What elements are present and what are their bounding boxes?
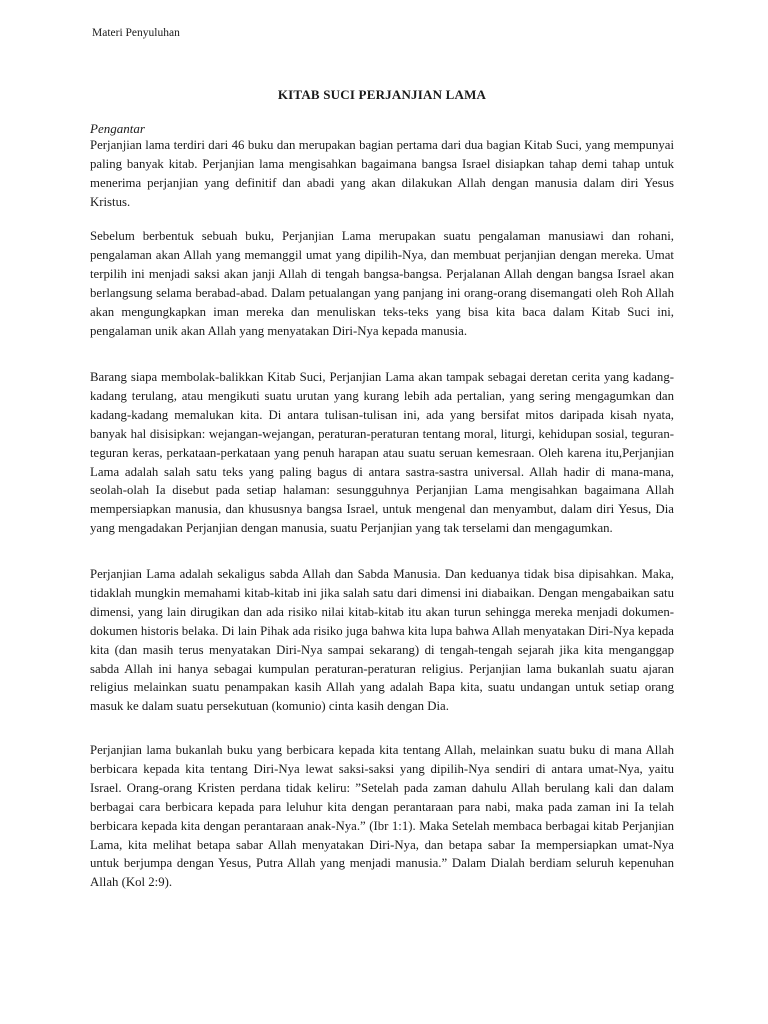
paragraph: Sebelum berbentuk sebuah buku, Perjanjian Lama merupakan suatu pengalaman manusiawi dan rohani, pengalaman akan Allah yang memanggil umat yang dipilih-Nya, dan membuat perjanjian dengan mereka. Umat terpilih ini menjadi saksi akan janji Allah di tengah bangsa-bangsa. Perjalanan Allah dengan bangsa Israel akan berlangsung selama berabad-abad. Dalam petualangan yang panjang ini orang-orang disemangati oleh Roh Allah akan mengungkapkan iman mereka dan menuliskan teks-teks yang bisa kita baca dalam Kitab Suci ini, pengalaman unik akan Allah yang menyatakan Diri-Nya kepada manusia. <box>90 229 674 338</box>
running-header: Materi Penyuluhan <box>92 27 180 39</box>
section-heading: Pengantar <box>90 121 145 136</box>
paragraph: Perjanjian Lama adalah sekaligus sabda Allah dan Sabda Manusia. Dan keduanya tidak bisa dipisahkan. Maka, tidaklah mungkin memahami kitab-kitab ini jika salah satu dari dimensi ini diabaikan. Dengan mengabaikan satu dimensi, yang lain dirugikan dan ada risiko nilai kitab-kitab itu akan turun sehingga mereka menjadi dokumen-dokumen historis belaka. Di lain Pihak ada risiko juga bahwa kita lupa bahwa Allah menyatakan Diri-Nya kepada kita (dan masih terus menyatakan Diri-Nya sampai sekarang) di tengah-tengah sejarah jika kita menganggap sabda Allah ini hanya sebagai kumpulan peraturan-peraturan religius. Perjanjian lama bukanlah suatu ajaran religius melainkan suatu penampakan kasih Allah yang adalah Bapa kita, suatu undangan untuk setiap orang masuk ke dalam suatu persekutuan (komunio) cinta kasih dengan Dia. <box>90 567 674 714</box>
paragraph: Barang siapa membolak-balikkan Kitab Suci, Perjanjian Lama akan tampak sebagai deretan cerita yang kadang-kadang terulang, atau mengikuti suatu urutan yang kurang lebih ada pertalian, yang sering mengagumkan dan kadang-kadang memalukan kita. Di antara tulisan-tulisan ini, ada yang bersifat mitos daripada kisah nyata, banyak hal disisipkan: wejangan-wejangan, peraturan-peraturan tentang moral, liturgi, kehidupan sosial, teguran-teguran keras, perkataan-perkataan yang penuh harapan atau suatu seruan kemesraan. Oleh karena itu,Perjanjian Lama adalah salah satu teks yang paling bagus di antara sastra-sastra universal. Allah hadir di mana-mana, seolah-olah Ia disebut pada setiap halaman: sesungguhnya Perjanjian Lama mengisahkan bagaimana Allah mempersiapkan manusia, dan khususnya bangsa Israel, untuk mengenal dan menyambut, dalam diri Yesus, Dia yang mengadakan Perjanjian dengan manusia, suatu Perjanjian yang tak terselami dan mengagumkan. <box>90 370 674 536</box>
paragraph: Perjanjian lama bukanlah buku yang berbicara kepada kita tentang Allah, melainkan suatu buku di mana Allah berbicara kepada kita tentang Diri-Nya lewat saksi-saksi yang dipilih-Nya sendiri di antara umat-Nya, yaitu Israel. Orang-orang Kristen perdana tidak keliru: ”Setelah pada zaman dahulu Allah berulang kali dan dalam berbagai cara berbicara kepada para leluhur kita dengan perantaraan para nabi, maka pada zaman ini Ia telah berbicara kepada kita dengan perantaraan anak-Nya.” (Ibr 1:1). Maka Setelah membaca berbagai kitab Perjanjian Lama, kita melihat betapa sabar Allah menyatakan Diri-Nya, dan betapa sabar Ia mempersiapkan umat-Nya untuk berjumpa dengan Yesus, Putra Allah yang menjadi manusia.” Dalam Dialah berdiam seluruh kepenuhan Allah (Kol 2:9). <box>90 743 674 890</box>
paragraph: Perjanjian lama terdiri dari 46 buku dan merupakan bagian pertama dari dua bagian Kitab Suci, yang mempunyai paling banyak kitab. Perjanjian lama mengisahkan bagaimana bangsa Israel disiapkan tahap demi tahap untuk menerima perjanjian yang definitif dan abadi yang akan dilakukan Allah dengan manusia dalam diri Yesus Kristus. <box>90 138 674 209</box>
document-title: KITAB SUCI PERJANJIAN LAMA <box>277 87 487 102</box>
